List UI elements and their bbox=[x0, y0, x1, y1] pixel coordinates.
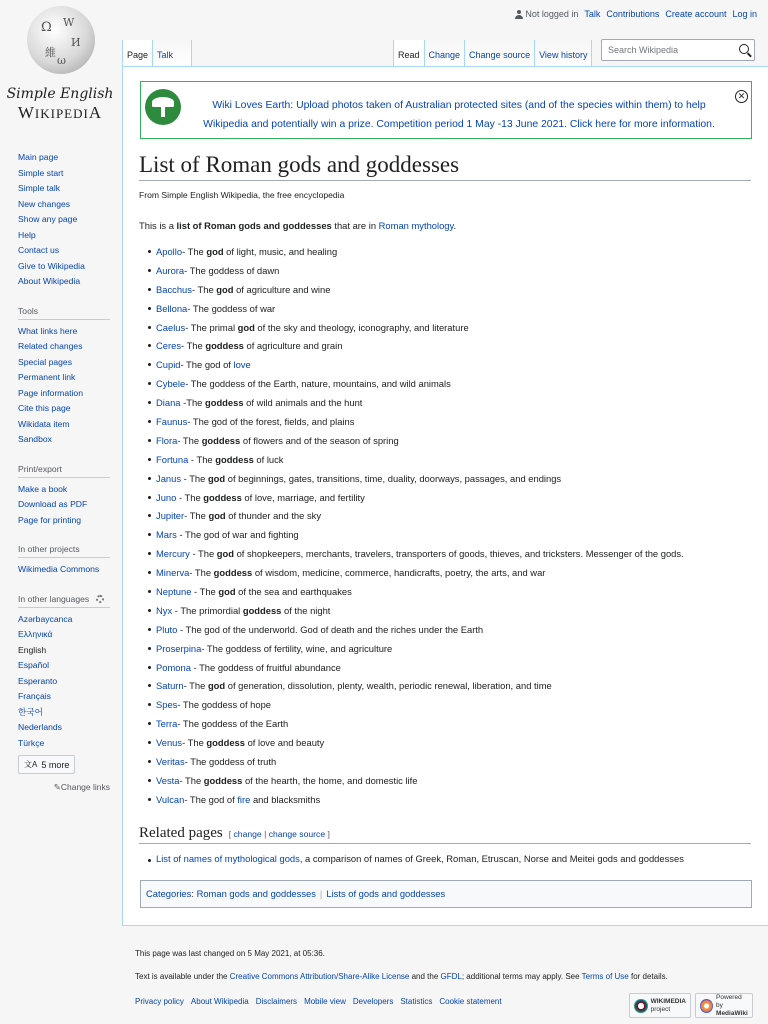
related-list bbox=[156, 853, 684, 864]
statistics-link[interactable]: Statistics bbox=[400, 997, 433, 1006]
god-description: - The god of the underworld. God of death and the riches under the Earth bbox=[177, 623, 484, 635]
god-name-link[interactable]: Bacchus bbox=[156, 283, 192, 295]
god-description-bold: goddess bbox=[215, 453, 254, 465]
footer-places bbox=[135, 997, 502, 1006]
lang-korean[interactable]: 한국어 bbox=[18, 706, 43, 717]
list-item bbox=[156, 433, 684, 452]
god-description-bold: goddess bbox=[201, 434, 241, 446]
sidebar bbox=[18, 150, 110, 793]
god-description-bold: goddess bbox=[203, 491, 242, 503]
license-text: Text is available under the Creative Commons Attribution/Share-Alike License and the GFDL; additional terms may apply. See Terms of Use for details. bbox=[135, 972, 668, 981]
god-name-link[interactable]: Juno bbox=[156, 491, 177, 503]
god-name-link[interactable]: Flora bbox=[156, 434, 178, 446]
god-description: of agriculture and grain bbox=[243, 340, 343, 352]
god-name-link[interactable]: Jupiter bbox=[156, 510, 185, 522]
god-description: - The bbox=[191, 586, 219, 598]
tab-talk[interactable]: Talk bbox=[153, 40, 192, 66]
search-input[interactable]: Search Wikipedia bbox=[601, 39, 755, 61]
god-description: - The goddess of dawn bbox=[184, 264, 280, 276]
god-description: - The bbox=[189, 548, 217, 560]
sidebar-item-commons[interactable]: Wikimedia Commons bbox=[18, 564, 100, 574]
gods-list bbox=[156, 244, 684, 811]
god-description: - The god of war and fighting bbox=[176, 529, 299, 541]
god-description: - The bbox=[176, 491, 204, 503]
logo-wordmark-line1: Simple English bbox=[6, 86, 114, 102]
god-name-link[interactable]: Mercury bbox=[156, 548, 190, 560]
list-item bbox=[156, 641, 684, 660]
god-name-link[interactable]: Proserpina bbox=[156, 642, 202, 654]
banner-text[interactable]: Wiki Loves Earth: Upload photos taken of Australian protected sites (and of the species within them) to help Wikipedia and potentially win a prize. Competition period 1 May -13 June 2021. Click here for more information. bbox=[203, 100, 715, 130]
god-description: - The primal bbox=[185, 321, 238, 333]
list-item bbox=[156, 244, 684, 263]
god-description: of light, music, and healing bbox=[223, 246, 338, 257]
sidebar-item-help[interactable]: Help bbox=[18, 229, 36, 240]
categories-link[interactable]: Categories bbox=[146, 888, 192, 899]
god-description: of luck bbox=[253, 453, 284, 465]
god-description-bold: god bbox=[208, 510, 226, 522]
list-item bbox=[156, 773, 684, 792]
puzzle-globe-icon: Ω W И 維 ω bbox=[27, 6, 95, 74]
lang-english[interactable]: English bbox=[18, 644, 47, 655]
sidebar-item-make-book[interactable]: Make a book bbox=[18, 483, 68, 494]
god-description: of flowers and of the season of spring bbox=[240, 434, 399, 446]
wikimedia-icon bbox=[634, 999, 648, 1013]
god-description: - The goddess of truth bbox=[184, 756, 277, 768]
list-item bbox=[156, 301, 684, 320]
not-logged-in: Not logged in bbox=[515, 9, 578, 19]
namespace-tabs bbox=[122, 38, 192, 66]
god-description: - The bbox=[183, 680, 208, 692]
intro-paragraph: This is a list of Roman gods and goddesses that are in Roman mythology. bbox=[139, 220, 457, 231]
god-description: of wild animals and the hunt bbox=[243, 397, 363, 409]
god-description: and blacksmiths bbox=[250, 793, 321, 805]
sidebar-item-download-pdf[interactable]: Download as PDF bbox=[18, 499, 88, 509]
sidebar-item-related-changes[interactable]: Related changes bbox=[18, 341, 83, 351]
sidebar-nav bbox=[18, 150, 110, 290]
god-description-bold: goddess bbox=[213, 567, 253, 579]
list-item: List of names of mythological gods, a comparison of names of Greek, Roman, Etruscan, Norse and Meitei gods and goddesses bbox=[156, 853, 684, 864]
developers-link[interactable]: Developers bbox=[352, 997, 394, 1006]
god-description: - The bbox=[177, 434, 202, 446]
section-change-link[interactable]: change bbox=[233, 829, 262, 839]
more-languages-button[interactable]: 文A 5 more bbox=[18, 755, 75, 774]
god-description: - The bbox=[179, 774, 204, 786]
tools-list bbox=[18, 324, 110, 448]
god-description-bold: god bbox=[207, 680, 226, 692]
god-description: - The goddess of the Earth bbox=[177, 718, 289, 730]
lang-turkish[interactable]: Türkçe bbox=[18, 737, 45, 748]
gfdl-link[interactable]: GFDL bbox=[440, 972, 462, 981]
section-edit-links: [ change | change source ] bbox=[228, 829, 330, 839]
search-icon[interactable] bbox=[739, 44, 749, 54]
god-description-bold: god bbox=[216, 548, 234, 560]
god-name-link[interactable]: Vesta bbox=[156, 774, 180, 786]
category-links: Categories: Roman gods and goddesses | Lists of gods and goddesses bbox=[140, 880, 752, 908]
languages-heading: In other languages bbox=[18, 592, 110, 608]
god-name-link[interactable]: Pluto bbox=[156, 623, 178, 635]
gear-icon[interactable] bbox=[96, 595, 104, 603]
god-description-bold: goddess bbox=[205, 397, 244, 409]
lang-esperanto[interactable]: Esperanto bbox=[18, 675, 58, 686]
lang-spanish[interactable]: Español bbox=[18, 660, 50, 670]
list-item bbox=[156, 490, 684, 509]
god-description: - The bbox=[189, 567, 214, 579]
god-description: - The bbox=[181, 340, 206, 352]
sidebar-item-contact-us[interactable]: Contact us bbox=[18, 245, 60, 255]
list-item bbox=[156, 282, 684, 301]
create-account-link[interactable]: Create account bbox=[665, 9, 727, 19]
pencil-icon: ✎ bbox=[53, 782, 61, 792]
god-description-bold: god bbox=[218, 586, 236, 598]
sidebar-item-page-information[interactable]: Page information bbox=[18, 387, 83, 398]
god-description-bold: goddess bbox=[206, 737, 245, 749]
god-name-link[interactable]: Neptune bbox=[156, 586, 192, 598]
god-name-link[interactable]: Mars bbox=[156, 529, 177, 541]
list-item bbox=[156, 716, 684, 735]
list-item bbox=[156, 320, 684, 339]
god-name-link[interactable]: Apollo bbox=[156, 246, 183, 257]
cookie-statement-link[interactable]: Cookie statement bbox=[439, 997, 502, 1006]
list-item bbox=[156, 338, 684, 357]
god-name-link[interactable]: Ceres bbox=[156, 340, 182, 352]
login-link[interactable]: Log in bbox=[732, 9, 757, 19]
god-description-bold: god bbox=[207, 472, 226, 484]
god-description: - The bbox=[188, 453, 216, 465]
page-title: List of Roman gods and goddesses bbox=[139, 152, 751, 181]
privacy-policy-link[interactable]: Privacy policy bbox=[135, 997, 184, 1006]
logo-wordmark-line2: WIKIPEDIA bbox=[17, 103, 103, 122]
sidebar-item-give[interactable]: Give to Wikipedia bbox=[18, 260, 85, 271]
lang-azerbaijani[interactable]: Azərbaycanca bbox=[18, 613, 73, 624]
sidebar-item-show-any-page[interactable]: Show any page bbox=[18, 214, 78, 224]
god-description: - The goddess of the Earth, nature, mountains, and wild animals bbox=[185, 378, 451, 390]
list-item bbox=[156, 357, 684, 376]
lang-dutch[interactable]: Nederlands bbox=[18, 722, 62, 732]
list-item bbox=[156, 622, 684, 641]
god-description: of the sea and earthquakes bbox=[235, 586, 352, 598]
god-name-link[interactable]: Nyx bbox=[156, 604, 173, 616]
list-item bbox=[156, 697, 684, 716]
god-name-link[interactable]: Aurora bbox=[156, 264, 185, 276]
wikimedia-badge[interactable]: WIKIMEDIA project bbox=[629, 993, 691, 1018]
site-subtitle: From Simple English Wikipedia, the free encyclopedia bbox=[139, 190, 345, 200]
roman-mythology-link[interactable]: Roman mythology bbox=[378, 220, 454, 231]
category-link[interactable]: Lists of gods and goddesses bbox=[326, 888, 446, 899]
god-description: - The goddess of war bbox=[187, 302, 276, 314]
tools-heading: Tools bbox=[18, 304, 110, 320]
god-description: of love, marriage, and fertility bbox=[241, 491, 365, 503]
languages-list bbox=[18, 612, 110, 752]
list-item bbox=[156, 414, 684, 433]
list-item bbox=[156, 584, 684, 603]
list-item bbox=[156, 471, 684, 490]
god-name-link[interactable]: Terra bbox=[156, 718, 178, 730]
god-description: of shopkeepers, merchants, travelers, transporters of goods, thieves, and tricksters. Messenger of the gods. bbox=[233, 548, 684, 560]
close-icon[interactable]: ✕ bbox=[735, 90, 748, 103]
list-item bbox=[156, 527, 684, 546]
sidebar-item-sandbox[interactable]: Sandbox bbox=[18, 434, 52, 444]
god-name-link[interactable]: Pomona bbox=[156, 661, 191, 673]
sidebar-item-new-changes[interactable]: New changes bbox=[18, 198, 71, 209]
change-links[interactable]: ✎Change links bbox=[53, 782, 110, 792]
god-description: - The primordial bbox=[172, 604, 243, 616]
god-description-bold: god bbox=[237, 321, 255, 333]
lang-french[interactable]: Français bbox=[18, 691, 51, 701]
god-description: - The god of bbox=[184, 793, 238, 805]
god-name-link[interactable]: Vulcan bbox=[156, 793, 185, 805]
god-description: -The bbox=[180, 397, 205, 409]
god-name-link[interactable]: Saturn bbox=[156, 680, 184, 692]
god-description: - The goddess of hope bbox=[177, 699, 272, 711]
god-name-link[interactable]: Minerva bbox=[156, 567, 190, 579]
cc-license-link[interactable]: Creative Commons Attribution/Share-Alike License bbox=[229, 972, 410, 981]
wikipedia-logo[interactable] bbox=[0, 0, 120, 130]
list-item bbox=[156, 603, 684, 622]
tab-change[interactable]: Change bbox=[425, 40, 466, 66]
sidebar-item-printable[interactable]: Page for printing bbox=[18, 514, 82, 525]
other-projects-list bbox=[18, 562, 110, 578]
personal-tools bbox=[515, 9, 757, 19]
other-projects-heading: In other projects bbox=[18, 542, 110, 558]
list-item bbox=[156, 395, 684, 414]
content bbox=[122, 66, 768, 926]
god-description: of beginnings, gates, transitions, time, duality, doorways, passages, and endings bbox=[225, 472, 562, 484]
god-name-link[interactable]: Bellona bbox=[156, 302, 188, 314]
god-description: - The bbox=[181, 472, 208, 484]
sidebar-item-special-pages[interactable]: Special pages bbox=[18, 356, 72, 367]
list-item bbox=[156, 565, 684, 584]
god-name-link[interactable]: Faunus bbox=[156, 416, 188, 428]
god-description: of the hearth, the home, and domestic life bbox=[242, 774, 418, 786]
talk-link[interactable]: Talk bbox=[584, 9, 601, 19]
related-pages-heading: Related pages [ change | change source ] bbox=[139, 825, 751, 844]
sidebar-item-permanent-link[interactable]: Permanent link bbox=[18, 372, 76, 382]
god-description: - The bbox=[191, 283, 217, 295]
god-name-link[interactable]: Venus bbox=[156, 737, 183, 749]
god-description: of generation, dissolution, plenty, wealth, periodic renewal, liberation, and time bbox=[225, 680, 552, 692]
god-name-link[interactable]: Caelus bbox=[156, 321, 186, 333]
site-notice-banner[interactable] bbox=[140, 81, 752, 139]
mobile-view-link[interactable]: Mobile view bbox=[304, 997, 346, 1006]
god-name-link[interactable]: Janus bbox=[156, 472, 182, 484]
god-name-link[interactable]: Diana bbox=[156, 397, 181, 409]
god-description: of the sky and theology, iconography, and literature bbox=[254, 321, 469, 333]
god-description-bold: god bbox=[216, 283, 234, 295]
view-tabs bbox=[393, 38, 592, 66]
god-description: - The bbox=[182, 737, 207, 749]
god-description-bold: goddess bbox=[205, 340, 244, 352]
mediawiki-icon bbox=[700, 999, 713, 1013]
list-item bbox=[156, 754, 684, 773]
list-item bbox=[156, 452, 684, 471]
god-name-link[interactable]: Spes bbox=[156, 699, 178, 711]
category-link[interactable]: Roman gods and goddesses bbox=[196, 888, 316, 899]
terms-of-use-link[interactable]: Terms of Use bbox=[581, 972, 629, 981]
god-name-link[interactable]: Cybele bbox=[156, 378, 186, 390]
god-name-link[interactable]: Veritas bbox=[156, 756, 185, 768]
contributions-link[interactable]: Contributions bbox=[606, 9, 660, 19]
god-description: of agriculture and wine bbox=[233, 283, 331, 295]
god-description-bold: goddess bbox=[203, 774, 243, 786]
god-description: - The god of the forest, fields, and plains bbox=[187, 416, 355, 428]
sidebar-item-simple-start[interactable]: Simple start bbox=[18, 167, 64, 178]
sidebar-item-cite[interactable]: Cite this page bbox=[18, 403, 71, 413]
mediawiki-badge[interactable]: Powered by MediaWiki bbox=[695, 993, 753, 1018]
list-item bbox=[156, 735, 684, 754]
tab-page[interactable]: Page bbox=[122, 40, 153, 66]
god-description: - The bbox=[184, 510, 209, 522]
about-link[interactable]: About Wikipedia bbox=[190, 997, 249, 1006]
sidebar-item-about[interactable]: About Wikipedia bbox=[18, 276, 81, 286]
god-description: of the night bbox=[281, 604, 331, 616]
god-description: - The goddess of fruitful abundance bbox=[190, 661, 341, 673]
tab-change-source[interactable]: Change source bbox=[465, 40, 535, 66]
god-description: - The goddess of fertility, wine, and agriculture bbox=[201, 642, 393, 654]
sidebar-item-what-links-here[interactable]: What links here bbox=[18, 325, 78, 336]
god-description: of love and beauty bbox=[244, 737, 325, 749]
god-name-link[interactable]: Cupid bbox=[156, 359, 181, 371]
tab-view-history[interactable]: View history bbox=[535, 40, 592, 66]
sidebar-item-wikidata[interactable]: Wikidata item bbox=[18, 418, 70, 429]
god-description: - The god of bbox=[180, 359, 234, 371]
list-item bbox=[156, 546, 684, 565]
print-list bbox=[18, 482, 110, 529]
inline-link[interactable]: love bbox=[233, 359, 251, 371]
inline-link[interactable]: fire bbox=[237, 793, 251, 805]
list-item bbox=[156, 792, 684, 811]
last-modified: This page was last changed on 5 May 2021, at 05:36. bbox=[135, 949, 325, 958]
list-item bbox=[156, 678, 684, 697]
list-item bbox=[156, 263, 684, 282]
lang-greek[interactable]: Ελληνικά bbox=[18, 629, 53, 639]
god-name-link[interactable]: Fortuna bbox=[156, 453, 189, 465]
god-description: of wisdom, medicine, commerce, handicrafts, poetry, the arts, and war bbox=[252, 567, 546, 579]
list-item bbox=[156, 660, 684, 679]
related-link[interactable]: List of names of mythological gods bbox=[156, 853, 300, 864]
disclaimers-link[interactable]: Disclaimers bbox=[255, 997, 298, 1006]
tab-read[interactable]: Read bbox=[393, 40, 425, 66]
sidebar-item-main-page[interactable]: Main page bbox=[18, 152, 59, 162]
tree-icon bbox=[145, 89, 181, 125]
print-heading: Print/export bbox=[18, 462, 110, 478]
god-description: - The bbox=[182, 246, 207, 257]
list-item bbox=[156, 508, 684, 527]
god-description-bold: god bbox=[206, 246, 224, 257]
translate-icon: 文A bbox=[24, 760, 38, 769]
sidebar-item-simple-talk[interactable]: Simple talk bbox=[18, 183, 61, 193]
god-description-bold: goddess bbox=[242, 604, 282, 616]
list-item bbox=[156, 376, 684, 395]
section-change-source-link[interactable]: change source bbox=[268, 829, 326, 839]
god-description: of thunder and the sky bbox=[225, 510, 322, 522]
user-icon bbox=[515, 10, 523, 19]
